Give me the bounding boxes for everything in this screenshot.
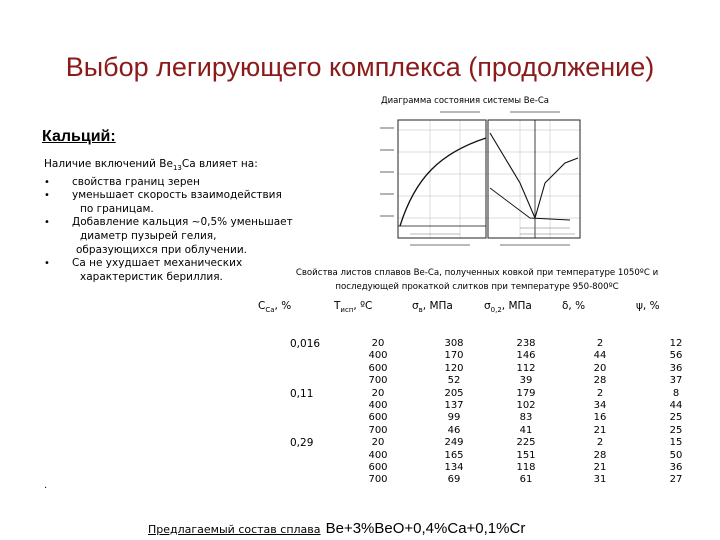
cell-psi: 27 <box>669 474 683 486</box>
header-cca: $С_{Са}$, % <box>258 300 292 315</box>
calcium-intro: Наличие включений $Be_{13}Ca$ влияет на: <box>44 158 258 173</box>
slide-title: Выбор легирующего комплекса (продолжение) <box>65 52 655 82</box>
cell-sb: 170 <box>444 350 464 362</box>
calcium-heading: Кальций: <box>42 128 116 145</box>
cell-sb: 46 <box>447 424 461 436</box>
cell-psi: 37 <box>669 375 683 387</box>
cell-cca: 0,016 <box>290 338 321 350</box>
cell-sb: 69 <box>447 474 461 486</box>
cell-delta: 16 <box>593 412 607 424</box>
header-elongation: δ, % <box>562 300 586 312</box>
cell-s02: 238 <box>516 338 536 349</box>
cell-t: 600 <box>368 461 388 473</box>
cell-t: 20 <box>371 437 385 449</box>
calcium-bullet-1: • свойства границ зерен <box>44 176 299 190</box>
cell-s02: 112 <box>516 362 536 374</box>
cell-s02: 225 <box>516 437 536 449</box>
cell-s02: 61 <box>519 474 533 486</box>
cell-delta: 2 <box>596 338 604 349</box>
cell-delta: 31 <box>593 474 607 486</box>
cell-psi: 36 <box>669 362 683 374</box>
cell-cca: 0,29 <box>290 437 314 450</box>
cell-s02: 83 <box>519 412 533 424</box>
yield-strength-column <box>508 338 544 487</box>
cell-t: 20 <box>371 338 385 349</box>
calcium-text <box>44 158 299 284</box>
ultimate-strength-column <box>436 338 472 487</box>
cell-t: 700 <box>368 474 388 486</box>
header-yield-strength: $\sigma_{0,2}$, МПа <box>484 300 532 315</box>
proposed-label: Предлагаемый состав сплава <box>148 523 321 536</box>
cell-t: 400 <box>368 449 388 461</box>
header-reduction-area: ψ, % <box>636 300 660 312</box>
proposed-composition <box>148 518 525 537</box>
cell-s02: 118 <box>516 461 536 473</box>
cell-delta: 44 <box>593 350 607 362</box>
cell-sb: 205 <box>444 387 464 399</box>
cell-t: 700 <box>368 375 388 387</box>
calcium-bullet-2-cont: по границам. <box>80 202 154 215</box>
cell-psi: 8 <box>672 387 680 399</box>
cell-t: 700 <box>368 424 388 436</box>
be-ca-phase-diagram <box>370 108 590 258</box>
cell-psi: 25 <box>669 424 683 436</box>
temperature-column <box>360 338 396 487</box>
cell-s02: 146 <box>516 350 536 362</box>
cell-sb: 134 <box>444 461 464 473</box>
calcium-bullet-4-cont: характеристик бериллия. <box>80 270 223 283</box>
cell-sb: 52 <box>447 375 461 387</box>
cell-cca: 0,11 <box>290 387 314 400</box>
cell-psi: 56 <box>669 350 683 362</box>
cell-s02: 151 <box>516 449 536 461</box>
calcium-bullet-4: • Са не ухудшает механических <box>44 257 299 271</box>
cell-t: 20 <box>371 387 385 399</box>
cell-delta: 28 <box>593 375 607 387</box>
cell-psi: 15 <box>669 437 683 449</box>
cell-sb: 165 <box>444 449 464 461</box>
cell-delta: 2 <box>596 387 604 399</box>
cell-s02: 39 <box>519 375 533 387</box>
cell-t: 600 <box>368 412 388 424</box>
calcium-bullet-2: • уменьшает скорость взаимодействия <box>44 189 299 203</box>
cell-t: 400 <box>368 350 388 362</box>
cell-psi: 36 <box>669 461 683 473</box>
header-test-temperature: $Т_{исп}$, ºС <box>334 300 373 315</box>
calcium-bullet-3-cont-2: образующихся при облучении. <box>76 243 248 256</box>
cell-t: 600 <box>368 362 388 374</box>
cell-delta: 28 <box>593 449 607 461</box>
cell-psi: 44 <box>669 399 683 411</box>
calcium-bullet-3-cont-1: диаметр пузырей гелия, <box>80 230 217 243</box>
cell-sb: 99 <box>447 412 461 424</box>
reduction-area-column <box>658 338 694 487</box>
cell-s02: 179 <box>516 387 536 399</box>
properties-caption: Свойства листов сплавов Be-Ca, полученных ковкой при температуре 1050ºС и последующей прокаткой слитков при температуре 950-800ºС <box>295 268 659 292</box>
cell-psi: 25 <box>669 412 683 424</box>
cell-delta: 2 <box>596 437 604 449</box>
cell-sb: 137 <box>444 399 464 411</box>
cell-delta: 34 <box>593 399 607 411</box>
cell-t: 400 <box>368 399 388 411</box>
cell-s02: 102 <box>516 399 536 411</box>
calcium-bullet-3: • Добавление кальция ~0,5% уменьшает <box>44 216 299 230</box>
cell-s02: 41 <box>519 424 533 436</box>
cell-psi: 50 <box>669 449 683 461</box>
cell-delta: 20 <box>593 362 607 374</box>
proposed-formula: Be+3%BeO+0,4%Ca+0,1%Cr <box>325 520 526 537</box>
diagram-caption: Диаграмма состояния системы Be-Ca <box>380 96 550 106</box>
header-ultimate-strength: $\sigma_в$, МПа <box>412 300 453 315</box>
cell-sb: 249 <box>444 437 464 449</box>
cell-psi: 12 <box>669 338 683 349</box>
cell-delta: 21 <box>593 461 607 473</box>
cell-sb: 308 <box>444 338 464 349</box>
cell-sb: 120 <box>444 362 464 374</box>
cell-delta: 21 <box>593 424 607 436</box>
elongation-column <box>582 338 618 487</box>
stray-dot: . <box>44 480 48 491</box>
